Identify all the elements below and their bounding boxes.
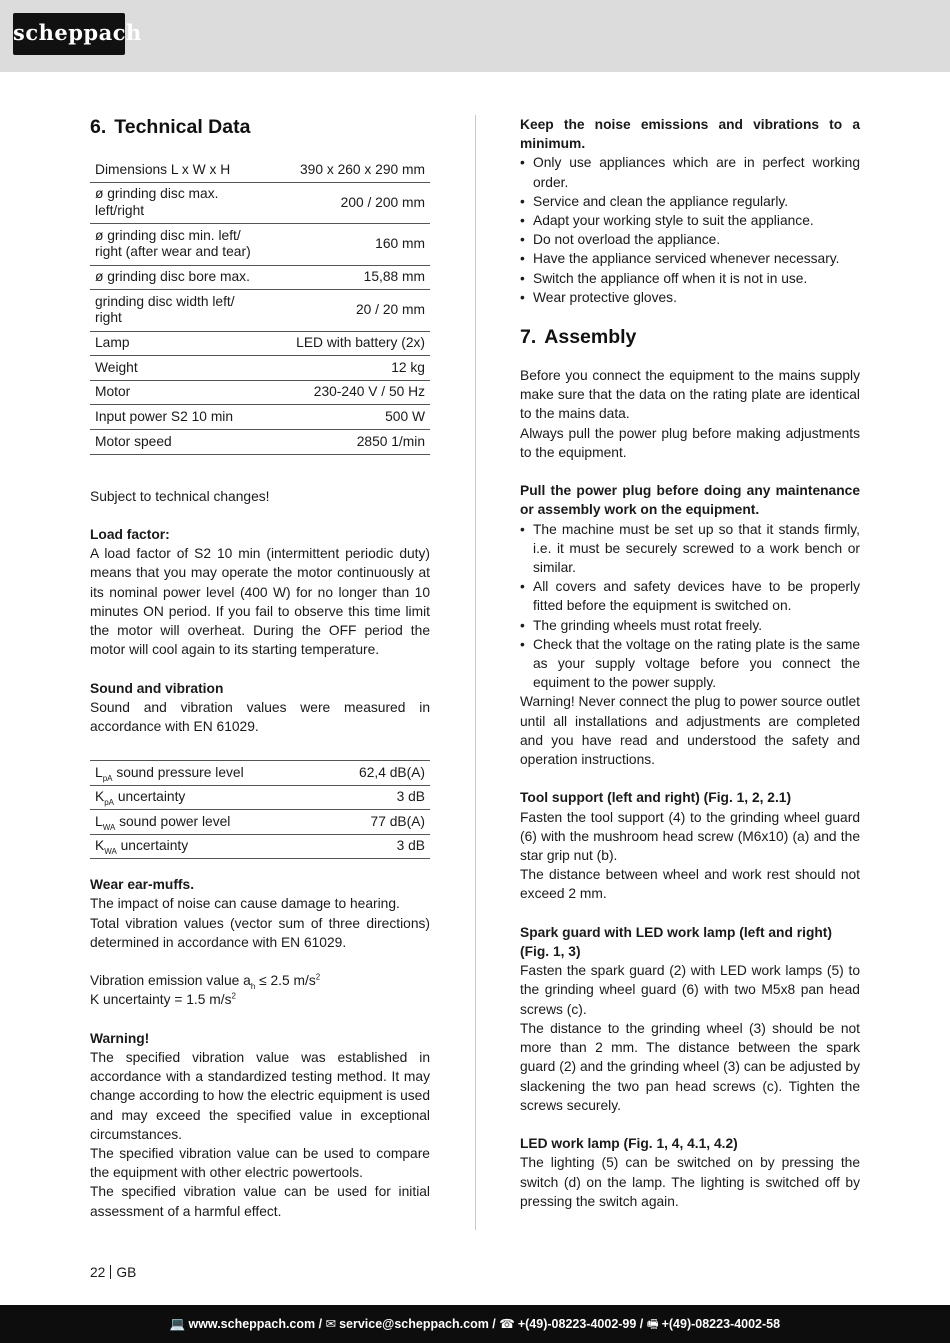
ear-muffs-heading: Wear ear-muffs. bbox=[90, 877, 195, 893]
assembly-text-1: Before you connect the equipment to the mains supply make sure that the data on the rating plate are identical to the mains data. bbox=[520, 368, 860, 422]
table-row: ø grinding disc min. left/ right (after wear and tear) 160 mm bbox=[90, 224, 430, 266]
table-row: Lamp LED with battery (2x) bbox=[90, 331, 430, 356]
table-row: Weight 12 kg bbox=[90, 356, 430, 381]
ear-muffs-text-2: Total vibration values (vector sum of three directions) determined in accordance with EN 61029. bbox=[90, 915, 430, 950]
left-column bbox=[90, 115, 430, 1221]
warning-text-1: The specified vibration value was established in accordance with a standardized testing method. It may change according to how the electric equipment is used and may exceed the specified value in exceptional circumstances. bbox=[90, 1050, 430, 1142]
pull-plug-heading: Pull the power plug before doing any maintenance or assembly work on the equipment. bbox=[520, 483, 860, 518]
assembly-text-2: Always pull the power plug before making adjustments to the equipment. bbox=[520, 425, 860, 460]
table-row: $K_{WA}$ uncertainty 3 dB bbox=[90, 834, 430, 859]
tool-support-text-1: Fasten the tool support (4) to the grinding wheel guard (6) with the mushroom head screw (M6x10) (a) and the star grip nut (b). bbox=[520, 809, 860, 864]
list-item: • Do not overload the appliance. bbox=[520, 230, 860, 249]
technical-data-table bbox=[90, 158, 430, 455]
tool-support-text-2: The distance between wheel and work rest should not exceed 2 mm. bbox=[520, 867, 860, 902]
footer-fax: +(49)-08223-4002-58 bbox=[661, 1317, 781, 1331]
vibration-emission-value: Vibration emission value $a_h \le 2.5$ $m/s^2$ bbox=[90, 972, 321, 992]
phone-icon: ☎ bbox=[499, 1317, 515, 1331]
spark-guard-text-2: The distance to the grinding wheel (3) should be not more than 2 mm. The distance between the spark guard (2) and the grinding wheel (3) can be adjusted by slackening the two pan head screws (c). Tighten the screws securely. bbox=[520, 1020, 860, 1113]
table-row: $L_{WA}$ sound power level 77 dB(A) bbox=[90, 810, 430, 835]
sound-vibration-text: Sound and vibration values were measured in accordance with EN 61029. bbox=[90, 699, 430, 735]
assembly-warning-text: Warning! Never connect the plug to power source outlet until all installations and adjustments are completed and you have read and understood the safety and operation instructions. bbox=[520, 694, 860, 768]
page-number-divider bbox=[110, 1265, 111, 1279]
section-title-assembly: 7. Assembly bbox=[520, 326, 637, 349]
list-item: • Service and clean the appliance regularly. bbox=[520, 192, 860, 211]
warning-heading: Warning! bbox=[90, 1030, 150, 1046]
footer-web-link[interactable]: www.scheppach.com / bbox=[188, 1317, 323, 1331]
table-row: grinding disc width left/ right 20 / 20 mm bbox=[90, 290, 430, 332]
ear-muffs-text-1: The impact of noise can cause damage to hearing. bbox=[90, 896, 400, 912]
subject-to-changes: Subject to technical changes! bbox=[90, 488, 270, 504]
table-row: $L_{pA}$ sound pressure level 62,4 dB(A) bbox=[90, 761, 430, 786]
noise-table bbox=[90, 760, 430, 859]
scheppach-logo: scheppach bbox=[13, 13, 125, 55]
pull-plug-list bbox=[520, 520, 860, 693]
section-title-technical-data: 6. Technical Data bbox=[90, 116, 251, 138]
sound-vibration-heading: Sound and vibration bbox=[90, 680, 224, 696]
list-item: • Have the appliance serviced whenever necessary. bbox=[520, 249, 860, 268]
footer-phone: +(49)-08223-4002-99 / bbox=[517, 1317, 644, 1331]
footer-email-link[interactable]: service@scheppach.com / bbox=[339, 1317, 496, 1331]
list-item: • Check that the voltage on the rating plate is the same as your supply voltage before you connect the equiment to the power supply. bbox=[520, 635, 860, 693]
list-item: • All covers and safety devices have to be properly fitted before the equipment is switched on. bbox=[520, 577, 860, 615]
keep-noise-heading: Keep the noise emissions and vibrations to a minimum. bbox=[520, 117, 860, 152]
spark-guard-text-1: Fasten the spark guard (2) with LED work lamps (5) to the grinding wheel guard (6) with two M5x8 pan head screws (c). bbox=[520, 963, 860, 1017]
right-column bbox=[520, 115, 860, 1211]
tool-support-heading: Tool support (left and right) (Fig. 1, 2, 2.1) bbox=[520, 790, 792, 806]
led-lamp-text: The lighting (5) can be switched on by pressing the switch (d) on the lamp. The lighting is switched off by pressing the switch again. bbox=[520, 1155, 860, 1209]
list-item: • Wear protective gloves. bbox=[520, 288, 860, 307]
spark-guard-heading: Spark guard with LED work lamp (left and right) (Fig. 1, 3) bbox=[520, 924, 832, 960]
mail-icon: ✉ bbox=[325, 1317, 337, 1331]
load-factor-text: A load factor of S2 10 min (intermittent periodic duty) means that you may operate the motor continuously at its nominal power level (400 W) for no longer than 10 minutes ON period. If you fail to observe this time limit the motor will overheat. During the OFF period the motor will cool again to its starting temperature. bbox=[90, 546, 430, 658]
table-row: ø grinding disc bore max. 15,88 mm bbox=[90, 265, 430, 290]
fax-icon: 🖷 bbox=[646, 1317, 659, 1331]
list-item: • Adapt your working style to suit the appliance. bbox=[520, 211, 860, 230]
warning-text-2: The specified vibration value can be used to compare the equipment with other electric powertools. bbox=[90, 1146, 430, 1181]
header-band bbox=[0, 0, 950, 72]
computer-icon: 💻 bbox=[169, 1317, 186, 1331]
list-item: • Switch the appliance off when it is not in use. bbox=[520, 269, 860, 288]
table-row: ø grinding disc max. left/right 200 / 200 mm bbox=[90, 182, 430, 224]
load-factor-heading: Load factor: bbox=[90, 527, 170, 543]
led-lamp-heading: LED work lamp (Fig. 1, 4, 4.1, 4.2) bbox=[520, 1136, 738, 1152]
k-uncertainty-value: K uncertainty = 1.5 $m/s^2$ bbox=[90, 991, 236, 1008]
keep-noise-list bbox=[520, 153, 860, 307]
footer-bar bbox=[0, 1305, 950, 1343]
table-row: Input power S2 10 min 500 W bbox=[90, 405, 430, 430]
column-divider bbox=[475, 115, 476, 1230]
table-row: Motor speed 2850 1/min bbox=[90, 430, 430, 455]
list-item: • The grinding wheels must rotat freely. bbox=[520, 616, 860, 635]
table-row: Dimensions L x W x H 390 x 260 x 290 mm bbox=[90, 158, 430, 182]
warning-text-3: The specified vibration value can be used for initial assessment of a harmful effect. bbox=[90, 1184, 430, 1219]
list-item: • Only use appliances which are in perfect working order. bbox=[520, 153, 860, 191]
list-item: • The machine must be set up so that it stands firmly, i.e. it must be securely screwed to a work bench or similar. bbox=[520, 520, 860, 578]
table-row: Motor 230-240 V / 50 Hz bbox=[90, 380, 430, 405]
page-number: 22 GB bbox=[90, 1265, 137, 1280]
table-row: $K_{pA}$ uncertainty 3 dB bbox=[90, 785, 430, 810]
